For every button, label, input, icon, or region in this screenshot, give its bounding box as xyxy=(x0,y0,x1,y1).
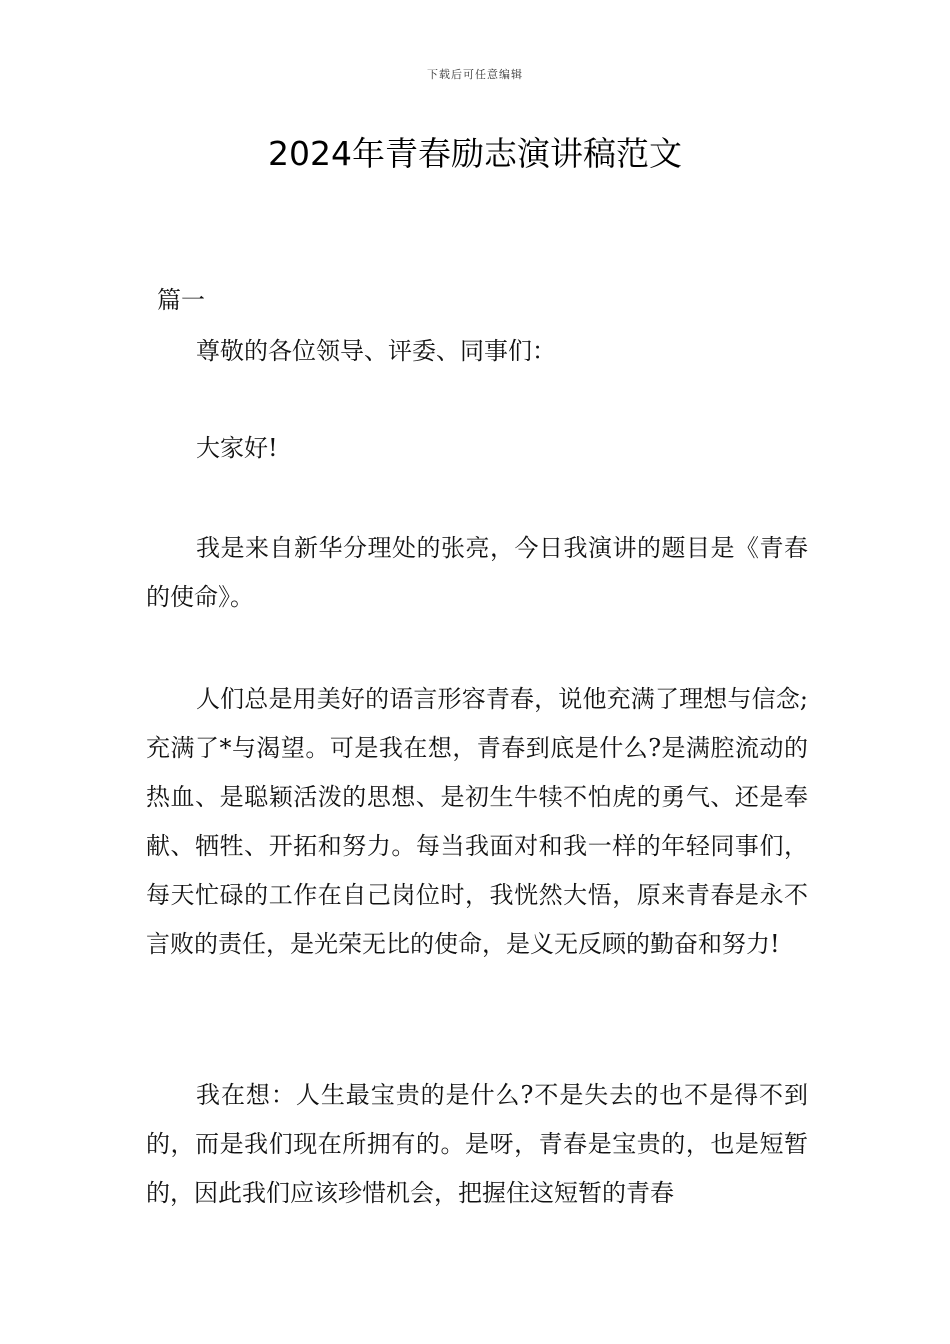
paragraph-text: 人们总是用美好的语言形容青春，说他充满了理想与信念;充满了*与渴望。可是我在想，青春到底是什么?是满腔流动的热血、是聪颖活泼的思想、是初生牛犊不怕虎的勇气、还是奉献、牺牲、开拓和努力。每当我面对和我一样的年轻同事们，每天忙碌的工作在自己岗位时，我恍然大悟，原来青春是永不言败的责任，是光荣无比的使命，是义无反顾的勤奋和努力! xyxy=(146,685,808,958)
paragraph-salutation xyxy=(146,327,808,376)
paragraph-youth-meaning xyxy=(146,675,808,969)
paragraph-intro xyxy=(146,524,808,622)
paragraph-cherish xyxy=(146,1071,808,1218)
header-note: 下载后可任意编辑 xyxy=(427,68,523,81)
paragraph-text: 尊敬的各位领导、评委、同事们： xyxy=(196,337,556,365)
section-label: 篇一 xyxy=(157,286,205,314)
paragraph-text: 我在想：人生最宝贵的是什么?不是失去的也不是得不到的，而是我们现在所拥有的。是呀，青春是宝贵的，也是短暂的，因此我们应该珍惜机会，把握住这短暂的青春 xyxy=(146,1081,808,1207)
paragraph-text: 大家好! xyxy=(196,434,278,462)
document-title: 2024年青春励志演讲稿范文 xyxy=(268,134,682,173)
paragraph-text: 我是来自新华分理处的张亮，今日我演讲的题目是《青春的使命》。 xyxy=(146,534,808,611)
paragraph-greeting xyxy=(146,424,808,473)
